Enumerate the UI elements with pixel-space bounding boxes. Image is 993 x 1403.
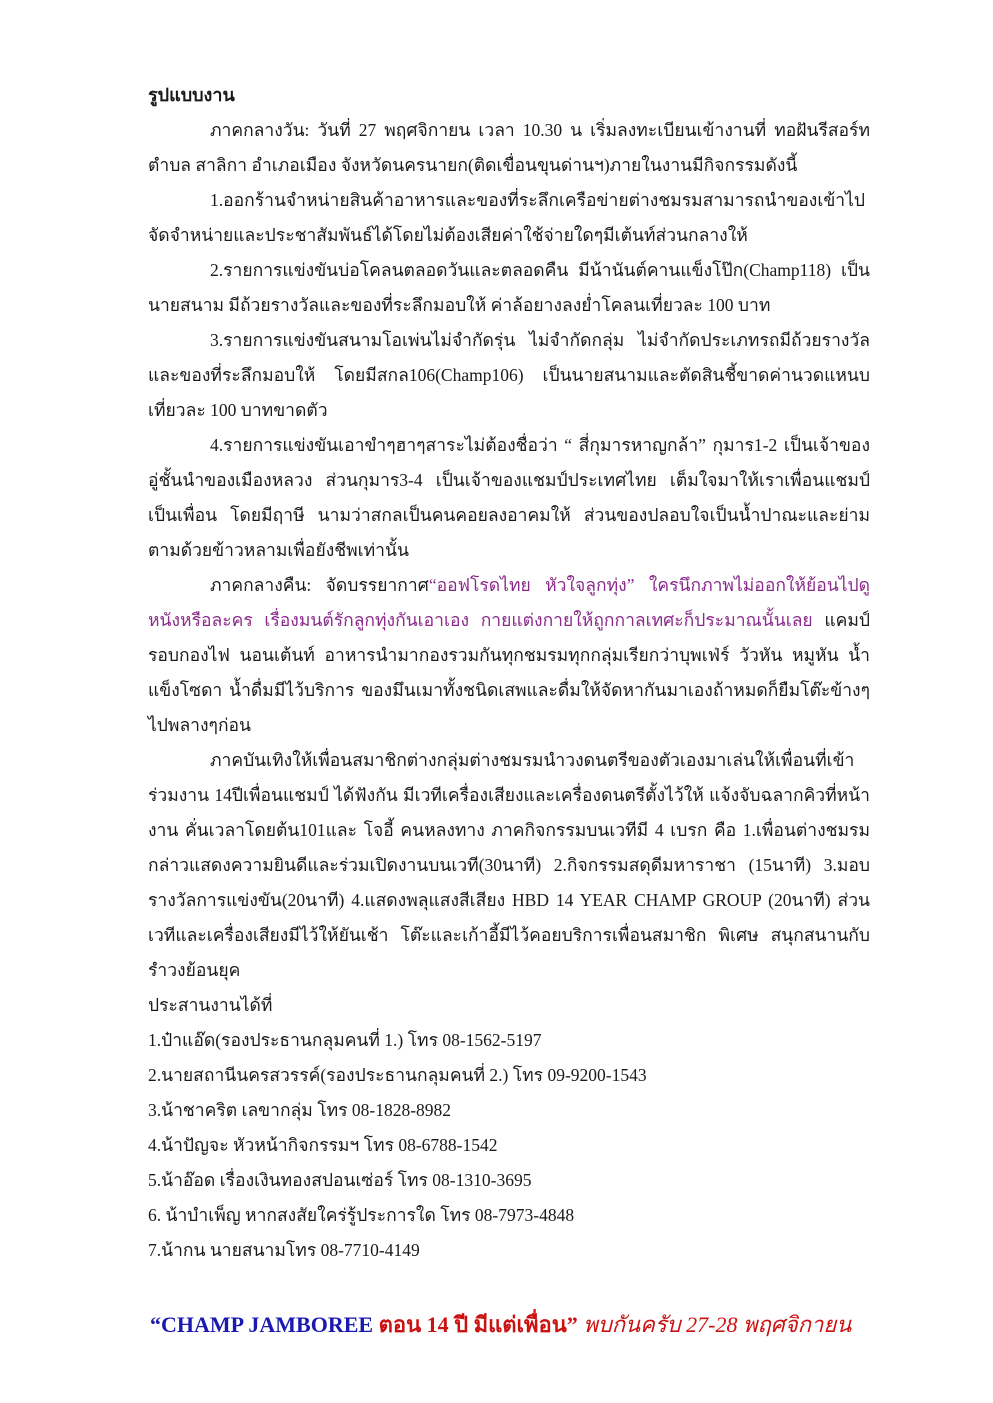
contact-list xyxy=(148,1023,870,1268)
activity-item-3: 3.รายการแข่งขันสนามโอเพ่นไม่จำกัดรุ่น ไม่จำกัดกลุ่ม ไม่จำกัดประเภทรถมีถ้วยรางวัลและของที่ระลึกมอบให้ โดยมีสกล106(Champ106) เป็นนายสนามและตัดสินชี้ขาดค่านวดแหนบเที่ยวละ 100 บาทขาดตัว xyxy=(148,330,870,420)
contact-item: 3.น้าชาคริต เลขากลุ่ม โทร 08-1828-8982 xyxy=(148,1100,452,1120)
contact-item: 5.น้าอ๊อด เรื่องเงินทองสปอนเซ่อร์ โทร 08-1310-3695 xyxy=(148,1170,532,1190)
nighttime-suffix: แคมป์รอบกองไฟ นอนเต้นท์ อาหารนำมากองรวมกันทุกชมรมทุกกลุ่มเรียกว่าบุพเฟ่ร์ วัวหัน หมูหัน น้ำแข็งโซดา น้ำดื่มมีไว้บริการ ของมึนเมาทั้งชนิดเสพและดื่มให้จัดหากันมาเองถ้าหมดก็ยืมโต๊ะข้างๆไปพลางๆก่อน xyxy=(148,610,870,735)
banner-title-en: “CHAMP JAMBOREE xyxy=(150,1312,374,1337)
nighttime-highlight: “ออฟโรดไทย หัวใจลูกทุ่ง” ใครนึกภาพไม่ออกให้ย้อนไปดูหนังหรือละคร เรื่องมนต์รักลูกทุ่งกันเอาเอง กายแต่งกายให้ถูกกาลเทศะก็ประมาณนั้นเลย xyxy=(148,575,871,630)
banner-tagline: พบกันครับ 27-28 พฤศจิกายน xyxy=(583,1312,852,1337)
activity-item-1: 1.ออกร้านจำหน่ายสินค้าอาหารและของที่ระลึกเครือข่ายต่างชมรมสามารถนำของเข้าไปจัดจำหน่ายและประชาสัมพันธ์ได้โดยไม่ต้องเสียค่าใช้จ่ายใดๆมีเต้นท์ส่วนกลางให้ xyxy=(148,190,866,245)
nighttime-paragraph xyxy=(148,568,870,743)
contact-item: 4.น้าปัญจะ หัวหน้ากิจกรรมฯ โทร 08-6788-1542 xyxy=(148,1135,498,1155)
contact-item: 2.นายสถานีนครสวรรค์(รองประธานกลุมคนที่ 2.) โทร 09-9200-1543 xyxy=(148,1065,647,1085)
contact-item: 1.ป๋าแอ๊ด(รองประธานกลุมคนที่ 1.) โทร 08-1562-5197 xyxy=(148,1030,542,1050)
daytime-paragraph: ภาคกลางวัน: วันที่ 27 พฤศจิกายน เวลา 10.30 น เริ่มลงทะเบียนเข้างานที่ ทอฝันรีสอร์ท ตำบล สาลิกา อำเภอเมือง จังหวัดนครนายก(ติดเขื่อนขุนด่านฯ)ภายในงานมีกิจกรรมดังนี้ xyxy=(148,120,870,175)
entertainment-paragraph: ภาคบันเทิงให้เพื่อนสมาชิกต่างกลุ่มต่างชมรมนำวงดนตรีของตัวเองมาเล่นให้เพื่อนที่เข้าร่วมงาน 14ปีเพื่อนแชมป์ ได้ฟังกัน มีเวทีเครื่องเสียงและเครื่องดนตรีตั้งไว้ให้ แจ้งจับฉลากคิวที่หน้างาน คั่นเวลาโดยต้น101และ โจอี้ คนหลงทาง ภาคกิจกรรมบนเวทีมี 4 เบรก คือ 1.เพื่อนต่างชมรมกล่าวแสดงความยินดีและร่วมเปิดงานบนเวที(30นาที) 2.กิจกรรมสดุดีมหาราชา (15นาที) 3.มอบรางวัลการแข่งขัน(20นาที) 4.แสดงพลุแสงสีเสียง HBD 14 YEAR CHAMP GROUP (20นาที) ส่วนเวทีและเครื่องเสียงมีไว้ให้ยันเช้า โต๊ะและเก้าอี้มีไว้คอยบริการเพื่อนสมาชิก พิเศษ สนุกสนานกับรำวงย้อนยุค xyxy=(148,750,870,980)
activity-item-2: 2.รายการแข่งขันบ่อโคลนตลอดวันและตลอดคืน มีน้านันต์คานแข็งโป๊ก(Champ118) เป็นนายสนาม มีถ้วยรางวัลและของที่ระลึกมอบให้ ค่าล้อยางลงย่ำโคลนเที่ยวละ 100 บาท xyxy=(148,260,870,315)
nighttime-prefix: ภาคกลางคืน: จัดบรรยากาศ xyxy=(210,575,429,595)
section-heading: รูปแบบงาน xyxy=(148,85,235,105)
banner-title-th: ตอน 14 ปี มีแต่เพื่อน” xyxy=(378,1312,578,1337)
event-banner xyxy=(150,1308,870,1402)
contact-item: 7.น้ากน นายสนามโทร 08-7710-4149 xyxy=(148,1240,420,1260)
contact-item: 6. น้าบำเพ็ญ หากสงสัยใคร่รู้ประการใด โทร 08-7973-4848 xyxy=(148,1205,575,1225)
contact-intro: ประสานงานได้ที่ xyxy=(148,995,273,1015)
document-page xyxy=(148,0,870,1402)
activity-item-4: 4.รายการแข่งขันเอาขำๆฮาๆสาระไม่ต้องชื่อว่า “ สี่กุมารหาญกล้า” กุมาร1-2 เป็นเจ้าของอู่ชั้นนำของเมืองหลวง ส่วนกุมาร3-4 เป็นเจ้าของแชมป์ประเทศไทย เต็มใจมาให้เราเพื่อนแชมป์เป็นเพื่อน โดยมีฤาษี นามว่าสกลเป็นคนคอยลงอาคมให้ ส่วนของปลอบใจเป็นน้ำปาณะและย่ามตามด้วยข้าวหลามเพื่อยังชีพเท่านั้น xyxy=(148,435,870,560)
